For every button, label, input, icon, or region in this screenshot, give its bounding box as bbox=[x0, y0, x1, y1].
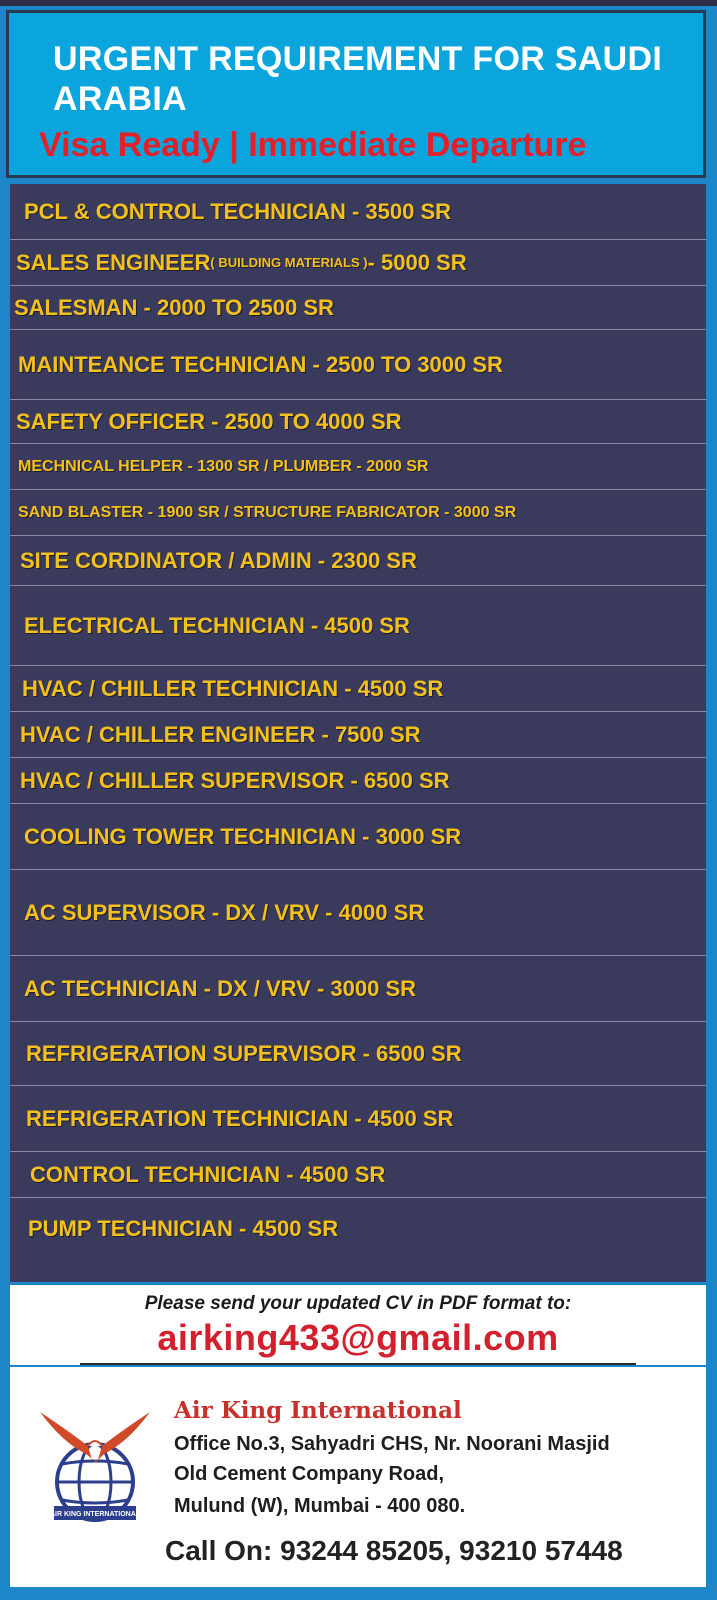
job-item: AC SUPERVISOR - DX / VRV - 4000 SR bbox=[10, 870, 706, 956]
job-item: ELECTRICAL TECHNICIAN - 4500 SR bbox=[10, 586, 706, 666]
job-item: REFRIGERATION SUPERVISOR - 6500 SR bbox=[10, 1022, 706, 1086]
header-banner bbox=[6, 10, 706, 178]
job-item: MAINTEANCE TECHNICIAN - 2500 TO 3000 SR bbox=[10, 330, 706, 400]
contact-email[interactable]: airking433@gmail.com bbox=[157, 1317, 559, 1358]
job-item: REFRIGERATION TECHNICIAN - 4500 SR bbox=[10, 1086, 706, 1152]
header-title: URGENT REQUIREMENT FOR SAUDI ARABIA bbox=[53, 40, 663, 118]
cv-section bbox=[10, 1285, 706, 1365]
job-item: CONTROL TECHNICIAN - 4500 SR bbox=[10, 1152, 706, 1198]
job-list bbox=[10, 184, 706, 1282]
job-item: SITE CORDINATOR / ADMIN - 2300 SR bbox=[10, 536, 706, 586]
job-item: SALES ENGINEER ( BUILDING MATERIALS ) - 5000 SR bbox=[10, 240, 706, 286]
job-item: AC TECHNICIAN - DX / VRV - 3000 SR bbox=[10, 956, 706, 1022]
job-item: MECHNICAL HELPER - 1300 SR / PLUMBER - 2000 SR bbox=[10, 444, 706, 490]
job-item: COOLING TOWER TECHNICIAN - 3000 SR bbox=[10, 804, 706, 870]
address-line-3: Mulund (W), Mumbai - 400 080. bbox=[174, 1495, 466, 1517]
job-item: SALESMAN - 2000 TO 2500 SR bbox=[10, 286, 706, 330]
job-item: HVAC / CHILLER SUPERVISOR - 6500 SR bbox=[10, 758, 706, 804]
top-border bbox=[0, 0, 717, 6]
address-line-1: Office No.3, Sahyadri CHS, Nr. Noorani Masjid bbox=[174, 1433, 610, 1455]
job-item: PUMP TECHNICIAN - 4500 SR bbox=[28, 1216, 339, 1241]
company-name: Air King International bbox=[174, 1397, 462, 1424]
divider bbox=[80, 1363, 636, 1365]
call-numbers[interactable]: Call On: 93244 85205, 93210 57448 bbox=[165, 1535, 623, 1566]
header-subtitle: Visa Ready | Immediate Departure bbox=[39, 126, 587, 164]
job-item: SAFETY OFFICER - 2500 TO 4000 SR bbox=[10, 400, 706, 444]
job-item: HVAC / CHILLER TECHNICIAN - 4500 SR bbox=[10, 666, 706, 712]
job-item: PCL & CONTROL TECHNICIAN - 3500 SR bbox=[10, 184, 706, 240]
logo-lettering: AIR KING INTERNATIONAL bbox=[49, 1511, 141, 1518]
address-line-2: Old Cement Company Road, bbox=[174, 1463, 445, 1485]
company-section bbox=[10, 1367, 706, 1587]
eagle-globe-icon bbox=[30, 1402, 160, 1522]
cv-instruction: Please send your updated CV in PDF format to: bbox=[144, 1293, 572, 1314]
bottom-border bbox=[0, 1588, 717, 1600]
job-item: SAND BLASTER - 1900 SR / STRUCTURE FABRICATOR - 3000 SR bbox=[10, 490, 706, 536]
job-item: HVAC / CHILLER ENGINEER - 7500 SR bbox=[10, 712, 706, 758]
